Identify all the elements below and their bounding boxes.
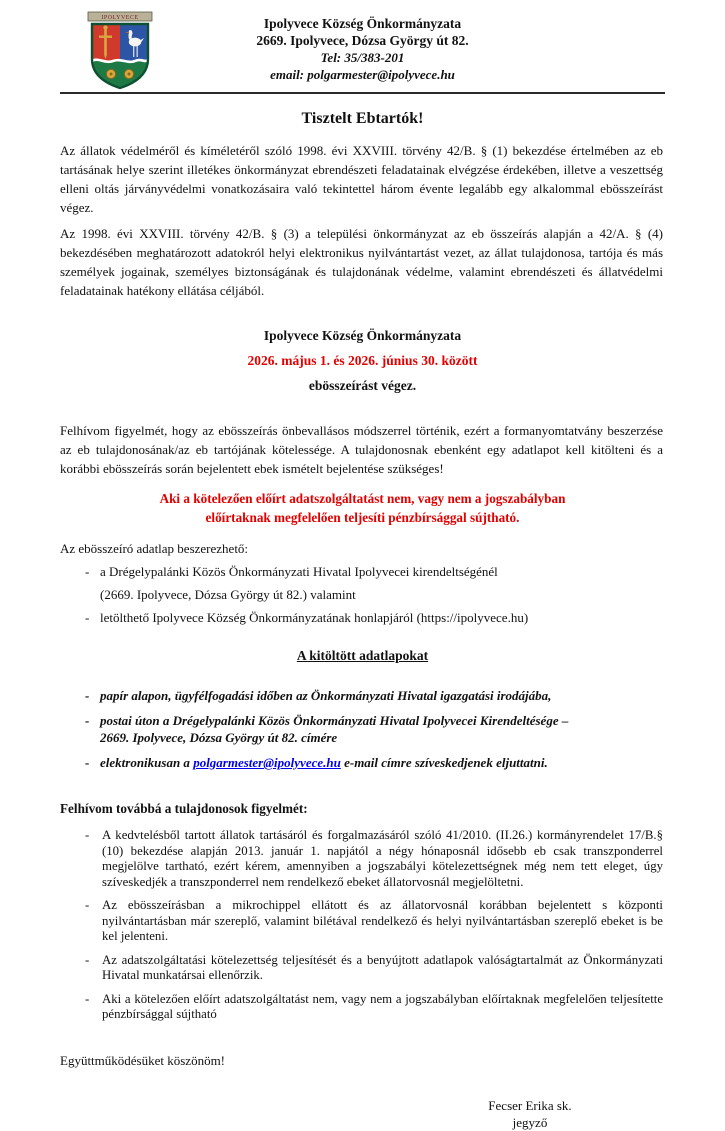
letterhead [0, 0, 725, 92]
crest-banner-text: IPOLYVECE [101, 15, 139, 21]
list-item: - Aki a kötelezően előírt adatszolgáltatást nem, vagy nem a jogszabályban előírtaknak megfelelően teljesítette pénzbírsággal sújtható [60, 992, 663, 1023]
org-phone: Tel: 35/383-201 [320, 50, 405, 65]
submission-list [60, 687, 663, 771]
penalty-warning [80, 489, 645, 527]
crest-green-base [92, 60, 148, 91]
list-item: - papír alapon, ügyfélfogadási időben az Önkormányzati Hivatal igazgatási irodájába, [60, 687, 663, 704]
announcement-date-range: 2026. május 1. és 2026. június 30. között [247, 353, 478, 368]
header-divider [60, 92, 665, 94]
signature-name: Fecser Erika sk. [488, 1097, 572, 1113]
paragraph-law-1: Az állatok védelméről és kíméletéről szóló 1998. évi XXVIII. törvény 42/B. § (1) bekezdése értelmében az eb tartásának helye szerint illetékes önkormányzat ebrendészeti feladatainak elvégzése érdekében, illetve a veszettség elleni oltás járványvédelmi vonatkozásaira való tekintettel három évente legalább egy alkalommal ebösszeírást végez. [60, 143, 663, 215]
notice-list [60, 828, 663, 1023]
email-link[interactable]: polgarmester@ipolyvece.hu [193, 755, 341, 770]
submission-email-post: e-mail címre szíveskedjenek eljuttatni. [340, 755, 548, 770]
list-item: - Az adatszolgáltatási kötelezettség teljesítését és a benyújtott adatlapok valóságtartalmát az Önkormányzati Hivatal munkatársai ellenőrzik. [60, 953, 663, 984]
announcement [0, 328, 725, 394]
submission-postal-line1: postai úton a Drégelypalánki Közös Önkormányzati Hivatal Ipolyvecei Kirendeltésége – [100, 713, 569, 728]
list-item: - a Drégelypalánki Közös Önkormányzati Hivatal Ipolyvecei kirendeltségénél [60, 563, 663, 580]
form-source-intro: Az ebösszeíró adatlap beszerezhető: [60, 541, 249, 556]
submission-email-pre: elektronikusan a [100, 755, 194, 770]
signature-title: jegyző [512, 1114, 548, 1130]
list-item [60, 712, 663, 746]
form-source-section [60, 541, 663, 626]
announcement-action: ebösszeírást végez. [308, 378, 417, 393]
penalty-warning-line1: Aki a kötelezően előírt adatszolgáltatást nem, vagy nem a jogszabályban [159, 491, 566, 506]
org-address: 2669. Ipolyvece, Dózsa György út 82. [256, 33, 469, 48]
list-item: - letölthető Ipolyvece Község Önkormányzatának honlapjáról (https://ipolyvece.hu) [60, 609, 663, 626]
list-item-continuation: (2669. Ipolyvece, Dózsa György út 82.) valamint [100, 587, 356, 602]
list-item [60, 754, 663, 771]
list-item: - Az ebösszeírásban a mikrochippel ellátott és az állatorvosnál korábban bejelentett s központi nyilvántartásban már szereplő, valamint bilétával rendelkező és helyi nyilvántartásban szereplő ebeket is be kel jelenteni. [60, 898, 663, 945]
closing-line: Együttműködésüket köszönöm! [60, 1052, 226, 1068]
notice-heading: Felhívom továbbá a tulajdonosok figyelmét: [60, 801, 308, 816]
org-name: Ipolyvece Község Önkormányzata [263, 16, 462, 31]
org-email: email: polgarmester@ipolyvece.hu [270, 67, 455, 82]
submission-heading: A kitöltött adatlapokat [296, 648, 429, 663]
crest-shield-fields [92, 24, 148, 91]
list-item: - A kedvtelésből tartott állatok tartásáról és forgalmazásáról szóló 41/2010. (II.26.) kormányrendelet 17/B.§ (10) bekezdése alapján 2013. január 1. napjától a négy hónaposnál idősebb eb csak transzponderrel megjelölve tartható, ezért kérem, amennyiben a jogszabályi kötelezettségnek még nem tett eleget, úgy szíveskedjék a transzponderrel nem rendelkező ebeket állatorvosnál megjelöltetni. [60, 828, 663, 890]
page-title: Tisztelt Ebtartók! [301, 110, 424, 127]
penalty-warning-line2: előírtaknak megfelelően teljesíti pénzbírsággal sújtható. [205, 510, 520, 525]
signature-block [430, 1097, 630, 1131]
submission-postal-line2: 2669. Ipolyvece, Dózsa György út 82. címére [100, 730, 338, 745]
municipal-coat-of-arms [85, 11, 155, 91]
paragraph-self-declaration: Felhívom figyelmét, hogy az ebösszeírás önbevallásos módszerrel történik, ezért a formanyomtatvány beszerzése az eb tulajdonosának/az eb tartójának kötelessége. A tulajdonosnak ebenként egy adatlapot kell kitölteni és a korábbi ebösszeírás során bejelentett ebek ismételt bejelentése szükséges! [60, 423, 663, 476]
announcement-org: Ipolyvece Község Önkormányzata [263, 328, 462, 343]
paragraph-law-2: Az 1998. évi XXVIII. törvény 42/B. § (3) a települési önkormányzat az eb összeírás alapján a 42/A. § (4) bekezdésében meghatározott adatokról helyi elektronikus nyilvántartást vezet, az állat tulajdonosa, tartója és más személyek jogainak, személyes biztonságának és tulajdonának védelme, valamint ebrendészeti és állatvédelmi feladatainak hatékony ellátása céljából. [60, 226, 663, 298]
